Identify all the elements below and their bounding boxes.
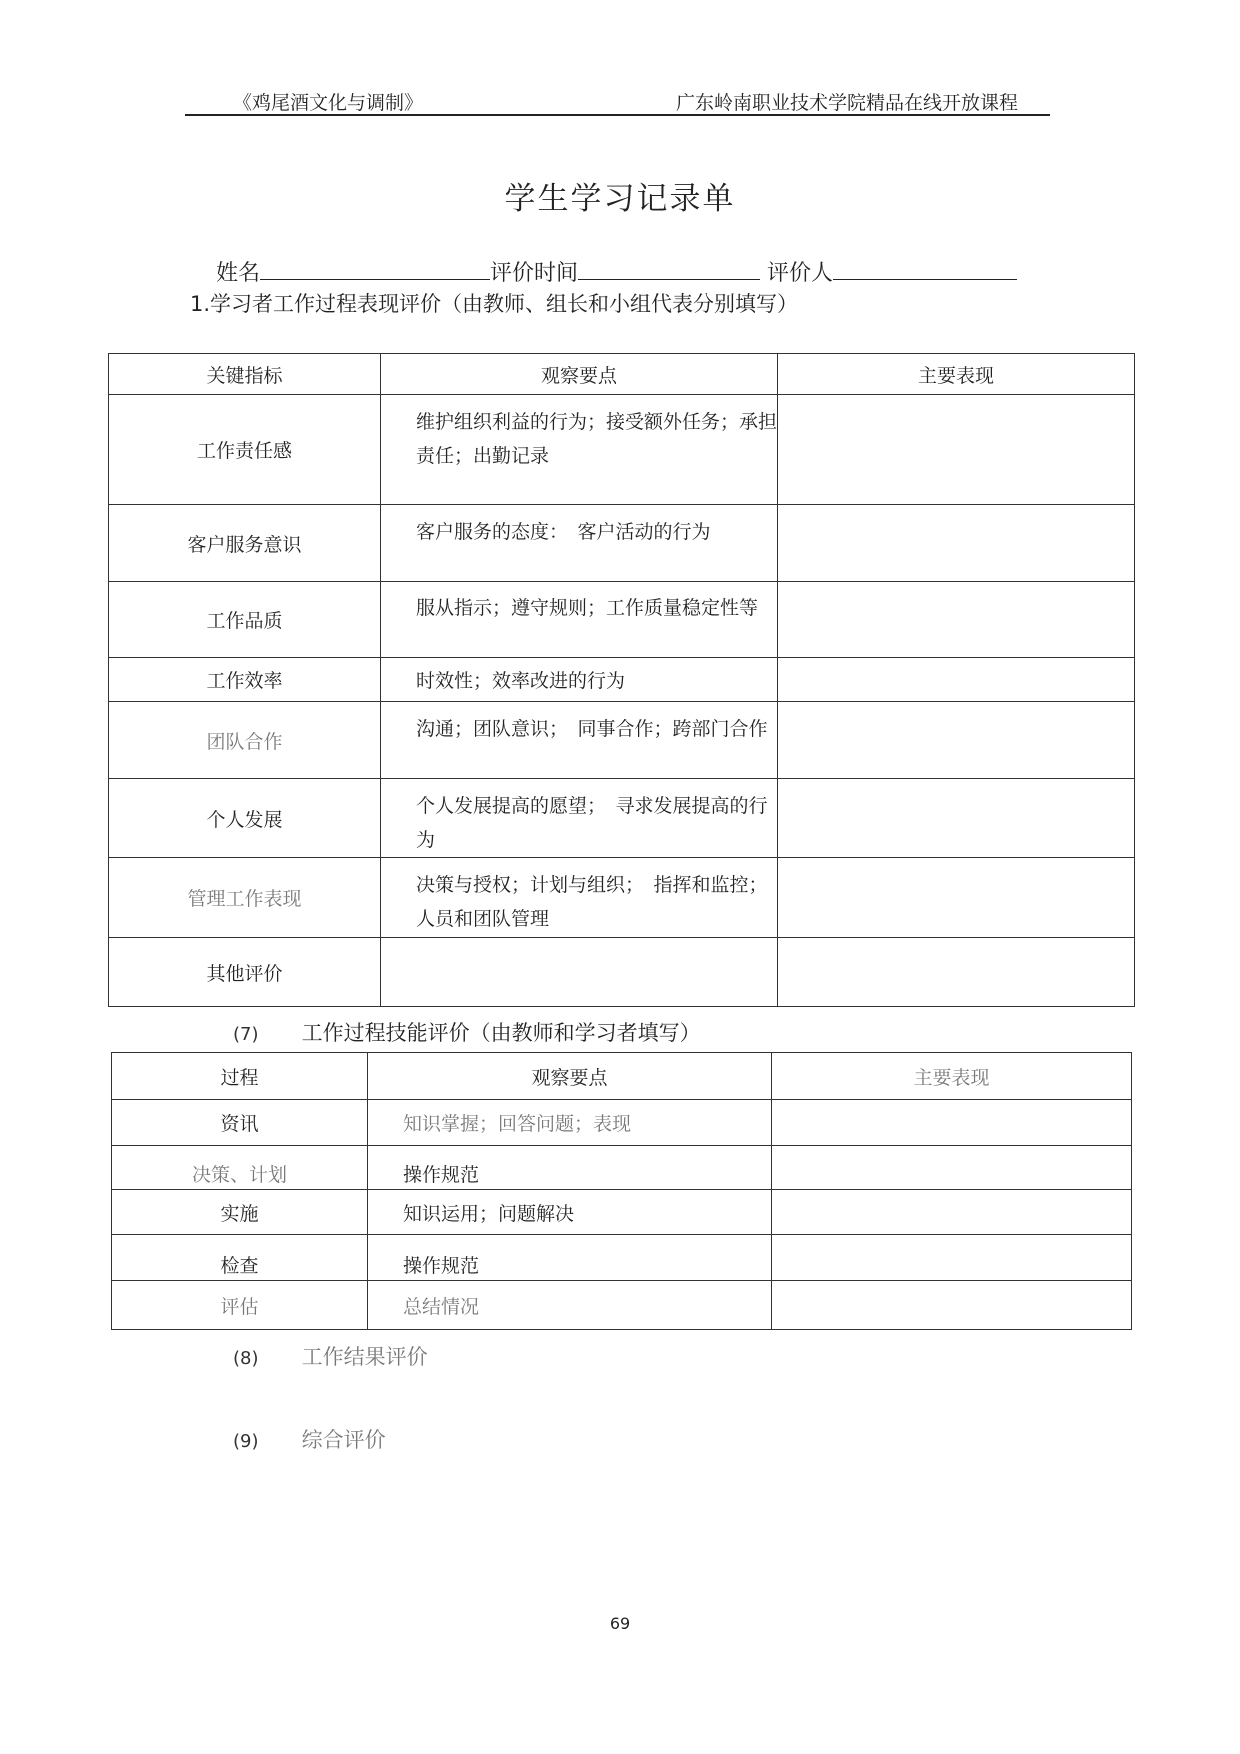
process-cell: 评估 xyxy=(112,1281,368,1330)
performance-cell[interactable] xyxy=(772,1190,1132,1235)
points-cell: 时效性；效率改进的行为 xyxy=(381,658,778,702)
points-cell: 操作规范 xyxy=(368,1146,772,1190)
header-course-title: 《鸡尾酒文化与调制》 xyxy=(233,92,424,114)
points-cell: 决策与授权；计划与组织； 指挥和监控；人员和团队管理 xyxy=(381,858,778,938)
performance-cell[interactable] xyxy=(778,938,1135,1007)
header-points: 观察要点 xyxy=(381,354,778,395)
performance-cell[interactable] xyxy=(778,582,1135,658)
section4-heading xyxy=(233,1424,386,1454)
evaluator-blank xyxy=(833,257,1017,280)
indicator-cell: 个人发展 xyxy=(109,779,381,858)
process-cell: 决策、计划 xyxy=(112,1146,368,1190)
process-cell: 资讯 xyxy=(112,1100,368,1146)
evaluator-label: 评价人 xyxy=(767,261,834,286)
process-cell: 检查 xyxy=(112,1235,368,1281)
points-cell: 个人发展提高的愿望； 寻求发展提高的行为 xyxy=(381,779,778,858)
skill-evaluation-table xyxy=(111,1052,1132,1330)
performance-cell[interactable] xyxy=(778,395,1135,505)
indicator-cell: 工作效率 xyxy=(109,658,381,702)
points-cell: 知识运用；问题解决 xyxy=(368,1190,772,1235)
performance-cell[interactable] xyxy=(772,1235,1132,1281)
points-cell: 服从指示；遵守规则；工作质量稳定性等 xyxy=(381,582,778,658)
performance-cell[interactable] xyxy=(778,858,1135,938)
page-number: 69 xyxy=(609,1614,631,1633)
points-cell: 维护组织利益的行为；接受额外任务；承担责任；出勤记录 xyxy=(381,395,778,505)
section2-number: (7) xyxy=(233,1024,259,1045)
header-points: 观察要点 xyxy=(368,1053,772,1100)
performance-cell[interactable] xyxy=(778,658,1135,702)
section2-title: 工作过程技能评价（由教师和学习者填写） xyxy=(301,1021,701,1045)
info-line xyxy=(216,256,1017,287)
points-cell[interactable] xyxy=(381,938,778,1007)
name-blank xyxy=(260,257,490,280)
section3-heading xyxy=(233,1341,428,1371)
section2-heading xyxy=(233,1017,701,1047)
header-divider xyxy=(185,114,1050,116)
performance-cell[interactable] xyxy=(778,702,1135,779)
indicator-cell: 团队合作 xyxy=(109,702,381,779)
section1-title: 1.学习者工作过程表现评价（由教师、组长和小组代表分别填写） xyxy=(190,292,799,316)
points-cell: 知识掌握；回答问题；表现 xyxy=(368,1100,772,1146)
indicator-cell: 工作品质 xyxy=(109,582,381,658)
header-performance: 主要表现 xyxy=(778,354,1135,395)
performance-cell[interactable] xyxy=(778,779,1135,858)
indicator-cell: 客户服务意识 xyxy=(109,505,381,582)
points-cell: 总结情况 xyxy=(368,1281,772,1330)
time-label: 评价时间 xyxy=(490,261,579,286)
section4-title: 综合评价 xyxy=(301,1428,386,1452)
header-performance: 主要表现 xyxy=(772,1053,1132,1100)
performance-cell[interactable] xyxy=(772,1146,1132,1190)
points-cell: 操作规范 xyxy=(368,1235,772,1281)
performance-cell[interactable] xyxy=(772,1281,1132,1330)
performance-cell[interactable] xyxy=(772,1100,1132,1146)
section4-number: (9) xyxy=(233,1431,259,1452)
points-cell: 客户服务的态度： 客户活动的行为 xyxy=(381,505,778,582)
performance-cell[interactable] xyxy=(778,505,1135,582)
section3-title: 工作结果评价 xyxy=(301,1345,428,1369)
section3-number: (8) xyxy=(233,1348,259,1369)
indicator-cell: 工作责任感 xyxy=(109,395,381,505)
time-blank xyxy=(578,257,760,280)
points-cell: 沟通；团队意识； 同事合作；跨部门合作 xyxy=(381,702,778,779)
process-cell: 实施 xyxy=(112,1190,368,1235)
header-process: 过程 xyxy=(112,1053,368,1100)
page-title: 学生学习记录单 xyxy=(504,181,736,217)
indicator-cell: 管理工作表现 xyxy=(109,858,381,938)
header-indicator: 关键指标 xyxy=(109,354,381,395)
process-performance-table xyxy=(108,353,1135,1007)
header-institution: 广东岭南职业技术学院精品在线开放课程 xyxy=(676,92,1019,114)
indicator-cell: 其他评价 xyxy=(109,938,381,1007)
name-label: 姓名 xyxy=(216,261,261,286)
